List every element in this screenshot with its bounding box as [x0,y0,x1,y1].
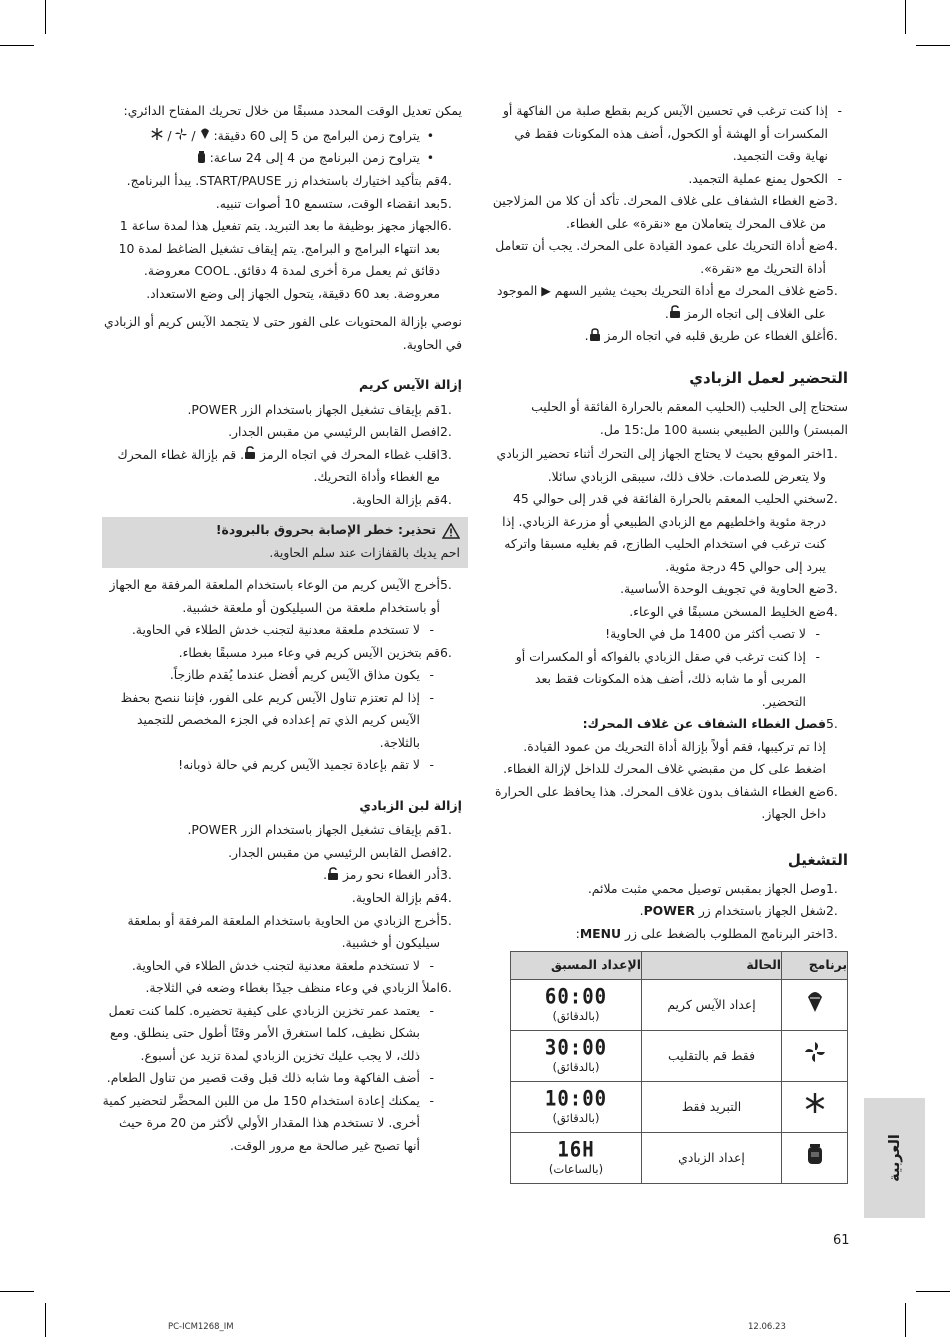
assembly-step-number: 6. [826,328,838,344]
assembly-step-item [492,235,848,280]
bullet-minutes-text: يتراوح زمن البرامج من 5 إلى 60 دقيقة: [213,127,420,143]
step6-text: ضع الغطاء الشفاف بدون غلاف المحرك. هذا يحافظ على الحرارة داخل الجهاز. [495,783,826,821]
assembly-step-text: ضع الغطاء الشفاف على غلاف المحرك. تأكد أن كلا من المزلاجين من غلاف المحرك يتعاملان مع «نقرة» على الغطاء. [492,193,826,231]
recommend-note: نوصي بإزالة المحتويات على الفور حتى لا يتجمد الآيس كريم أو الزبادي في الحاوية. [104,314,462,352]
ice-step-text: قم بتخزين الآيس كريم في وعاء مبرد مسبقًا بغطاء. [178,644,440,660]
operation-step-text: شغل الجهاز باستخدام زر POWER. [639,903,826,918]
ice-step-item [102,399,462,422]
ice-step-item [102,574,462,619]
yogurt-remove-step-item [102,887,462,910]
ice-remove-heading: إزالة الآيس كريم [358,377,462,392]
crop-mark [45,1303,46,1337]
yogurt-step-number: 4. [826,603,838,619]
yogurt-dash-item [492,646,848,714]
ice-step-number: 4. [440,491,452,507]
lock-open-icon [244,444,256,467]
language-tab [864,1098,925,1218]
operation-step-item [492,923,848,946]
yogurt-remove-step-item [102,864,462,887]
crop-mark [916,45,950,46]
yogurt-tip-text: يمكنك إعادة استخدام 150 مل من اللبن المحضَّر لتحضير كمية أخرى. لا تستخدم هذا المقدار الأولي لأكثر من 20 مرة حيث أنها تصبح غير صالحة مع مرور الوقت. [102,1092,420,1153]
program-step-text: قم بتأكيد اختيارك باستخدام زر START/PAUSE. يبدأ البرنامج. [126,173,440,188]
program-mode: التبريد فقط [642,1082,782,1133]
ice-step-item [102,489,462,512]
yogurt-remove-step-text: قم بإزالة الحاوية. [351,890,440,905]
yogurt-remove-heading: إزالة لبن الزبادي [359,797,462,813]
ice-dash-text: إذا لم تعتزم تناول الآيس كريم على الفور، فإننا ننصح بحفظ الآيس كريم الذي تم إعداده في الجزء المخصص للتجميد بالثلاجة. [120,689,420,750]
yogurt-jar-icon [807,1143,823,1173]
yog-dash-metal: - لا تستخدم ملعقة معدنية لتجنب خدش الطلاء في الحاوية. [102,955,462,978]
yogurt-heading: التحضير لعمل الزبادي [689,369,848,387]
yogurt-remove-step-text: أدر الغطاء نحو رمز . [102,864,440,887]
ice-step-number: 5. [440,577,452,593]
fan-icon [804,1041,826,1071]
ice-dash-item [102,754,462,777]
preset-unit: (بالدقائق) [552,1111,600,1125]
program-icon-cell [782,1031,848,1082]
warning-box [102,517,468,568]
assembly-step-item [492,280,848,325]
ice-dash-dash: - [429,667,434,683]
assembly-step-item [492,190,848,235]
assembly-step-text: ضع أداة التحريك على عمود القيادة على المحرك. يجب أن تتعامل أداة التحريك مع «نقرة». [495,238,826,276]
ice-dashes [102,664,462,777]
step-6-lid-only: 6. ضع الغطاء الشفاف بدون غلاف المحرك. هذا يحافظ على الحرارة داخل الجهاز. [492,781,848,826]
operation-heading: التشغيل [787,850,848,869]
yogurt-jar-icon [197,148,206,171]
step-5-separate-lid: 5. فصل الغطاء الشفاف عن غلاف المحرك: إذا تم تركيبها، فقم أولاً بإزالة أداة التحريك من عمود القيادة. اضغط على كل من مقبضي غلاف المحرك للداخل لإزالة الغطاء. [503,716,838,776]
ice-step-text: اقلب غطاء المحرك في اتجاه الرمز . قم بإزالة غطاء المحرك مع الغطاء وأداة التحريك. [102,444,440,489]
language-tab-label: العربية [886,1134,903,1182]
assembly-step-text: ضع غلاف المحرك مع أداة التحريك بحيث يشير السهم ▶ الموجود على الغلاف إلى اتجاه الرمز . [492,280,826,325]
ice-remove-steps-3 [102,642,462,665]
fan-icon [175,125,187,148]
ice-dash-metal-text: لا تستخدم ملعقة معدنية لتجنب خدش الطلاء في الحاوية. [131,622,420,638]
ice-remove-steps-2 [102,574,462,619]
yogurt-remove-step-number: 4. [440,890,452,905]
assembly-step-number: 3. [826,193,838,208]
intro-dash-text: الكحول يمنع عملية التجميد. [688,170,828,186]
ice-dash-metal: - لا تستخدم ملعقة معدنية لتجنب خدش الطلاء في الحاوية. [102,619,462,642]
yogurt-steps [492,443,848,623]
operation-step-text: وصل الجهاز بمقبس توصيل محمي مثبت ملائم. [587,880,826,896]
power-button-label: POWER [643,903,695,918]
bullet-hours: • يتراوح زمن البرنامج من 4 إلى 24 ساعة: [102,147,462,170]
lock-open-icon [669,303,681,326]
intro-dash-item [492,168,848,191]
yogurt-remove-step-number: 1. [440,822,452,838]
ice-remove-steps [102,399,462,512]
ice-dash-dash: - [429,757,434,773]
left-column [102,100,462,1157]
intro-dash-list [492,100,848,190]
yogurt-remove-step-number: 3. [440,867,452,883]
yogurt-tip-item [102,1090,462,1158]
program-row [511,1133,848,1184]
operation-step-item [492,900,848,923]
ice-step-text: قم بإيقاف تشغيل الجهاز باستخدام الزر POWER. [187,401,440,417]
yogurt-remove-step-text: املأ الزبادي في وعاء منظف جيدًا بغطاء وضعه في الثلاجة. [145,980,440,995]
program-table [510,951,848,1184]
ice-step-text: قم بإزالة الحاوية. [351,491,440,507]
snowflake-icon [151,125,163,148]
crop-mark [45,0,46,34]
yogurt-tip-dash: - [429,1002,434,1018]
col-header-program: برنامج [782,952,848,980]
warning-title: تحذير: خطر الإصابة بحروق بالبرودة! [215,522,436,538]
program-preset [511,1082,642,1133]
program-preset [511,1031,642,1082]
program-steps [102,170,462,305]
col-header-preset: الإعداد المسبق [511,952,642,980]
snowflake-icon [804,1092,826,1122]
yogurt-step-number: 1. [826,446,838,461]
assembly-step-number: 5. [826,283,838,298]
ice-step-number: 1. [440,401,452,417]
yogurt-step-item [492,601,848,624]
col-header-mode: الحالة [642,952,782,980]
bullet-hours-text: يتراوح زمن البرنامج من 4 إلى 24 ساعة: [209,150,420,166]
yogurt-step-text: ضع الحاوية في تجويف الوحدة الأساسية. [620,581,826,596]
yog-dash-metal-text: لا تستخدم ملعقة معدنية لتجنب خدش الطلاء في الحاوية. [131,957,420,973]
intro-dash-dash: - [837,170,842,186]
intro-dash-dash: - [837,103,842,118]
program-preset [511,980,642,1031]
program-row [511,980,848,1031]
ice-dash-text: لا تقم بإعادة تجميد الآيس كريم في حالة ذوبانه! [178,757,420,773]
yogurt-dash-dash: - [815,648,820,664]
yogurt-remove-step-item [102,977,462,1000]
program-step-text: الجهاز مجهز بوظيفة ما بعد التبريد. يتم تفعيل هذا لمدة ساعة 1 بعد انتهاء البرامج و البرامج. يتم إيقاف تشغيل الضاغط لمدة 10 دقائق ثم يعمل مرة أخرى لمدة 4 دقائق. COOL معروضة. معروضة. بعد 60 دقيقة، يتحول الجهاز إلى وضع الاستعداد. [118,218,440,301]
yogurt-remove-step-text: أخرج الزبادي من الحاوية باستخدام الملعقة المرفقة أو بملعقة سيليكون أو خشبية. [127,912,440,950]
warning-text: احم يديك بالقفازات عند سلم الحاوية. [269,544,460,560]
yogurt-tip-dash: - [429,1092,434,1108]
program-row [511,1082,848,1133]
lock-closed-icon [589,326,601,349]
lcd-display: 10:00 [544,1086,608,1112]
yogurt-step-text: سخني الحليب المعقم بالحرارة الفائقة في قدر إلى حوالي 45 درجة مئوية واخلطيهم مع الزبادي الطبيعي أو مزرعة الزبادي. إذا كنت ترغب في استخدام الحليب الطازج، قم بغليه مسبقا واتركه يبرد إلى حوالي 45 درجة مئوية. [502,491,826,574]
assembly-steps [492,190,848,348]
bullet-minutes: • يتراوح زمن البرامج من 5 إلى 60 دقيقة: / / [102,125,462,148]
crop-mark [916,1291,950,1292]
yogurt-dashes [492,623,848,713]
step5-text: إذا تم تركيبها، فقم أولاً بإزالة أداة التحريك من عمود القيادة. اضغط على كل من مقبضي غلاف المحرك للداخل لإزالة الغطاء. [503,738,826,776]
ice-step-text: أخرج الآيس كريم من الوعاء باستخدام الملعقة المرفقة مع الجهاز أو باستخدام ملعقة من السيليكون أو ملعقة خشبية. [109,577,440,615]
yogurt-dash-text: لا تصب أكثر من 1400 مل في الحاوية! [605,626,806,641]
program-mode: إعداد الآيس كريم [642,980,782,1031]
program-step-item [102,170,462,193]
lcd-display: 60:00 [544,984,608,1010]
ice-step-number: 6. [440,644,452,660]
yogurt-tip-text: أضف الفاكهة وما شابه ذلك قبل وقت قصير من تناول الطعام. [106,1070,420,1085]
ice-cream-icon [200,125,210,148]
program-icon-cell [782,1133,848,1184]
operation-step-number: 2. [826,903,838,918]
ice-step-number: 3. [440,446,452,462]
yogurt-remove-step-item [102,819,462,842]
yogurt-remove-step-text: افصل القابس الرئيسي من مقبس الجدار. [228,844,440,860]
adjust-intro: يمكن تعديل الوقت المحدد مسبقًا من خلال تحريك المفتاح الدائري: [123,103,462,118]
yogurt-step-text: ضع الخليط المسخن مسبقًا في الوعاء. [629,603,826,619]
footer-doc-id: PC-ICM1268_IM [168,1322,234,1332]
operation-steps [492,878,848,946]
footer-date: 12.06.23 [748,1322,786,1332]
program-preset [511,1133,642,1184]
ice-step-number: 2. [440,424,452,439]
assembly-step-number: 4. [826,238,838,253]
program-step-number: 6. [440,218,452,233]
crop-mark [0,1291,34,1292]
operation-step-number: 1. [826,880,838,896]
preset-unit: (بالدقائق) [552,1060,600,1074]
step5-title: فصل الغطاء الشفاف عن غلاف المحرك: [582,716,826,731]
program-row [511,1031,848,1082]
program-step-number: 5. [440,195,452,211]
yogurt-dash-dash: - [815,626,820,641]
program-step-item [102,193,462,216]
ice-step-item [102,642,462,665]
yogurt-step-number: 3. [826,581,838,596]
yogurt-intro: ستحتاج إلى الحليب (الحليب المعقم بالحرارة الفائقة أو الحليب المبستر) واللبن الطبيعي بنسبة 100 مل:15 مل. [531,399,848,437]
lock-open-icon [327,865,339,888]
lcd-display: 30:00 [544,1035,608,1061]
intro-dash-text: إذا كنت ترغب في تحسين الآيس كريم بقطع صلبة من الفاكهة أو المكسرات أو الهشة أو الكحول، أضف هذه المكونات فقط في نهاية وقت التجميد. [502,103,828,163]
yogurt-dashes-left [102,1000,462,1158]
assembly-step-text: أغلق الغطاء عن طريق قلبه في اتجاه الرمز . [492,325,826,348]
yogurt-tip-text: يعتمد عمر تخزين الزبادي على كيفية تحضيره. كلما كنت تعمل بشكل نظيف، كلما استغرق الأمر وقتًا أطول حتى ينطلق. ومع ذلك، لا يجب عليك تخزين الزبادي لمدة تزيد عن أسبوع. [108,1002,420,1063]
operation-step-item [492,878,848,901]
warning-triangle-icon [442,523,460,539]
yogurt-remove-step-item [102,910,462,955]
program-step-item [102,215,462,305]
page-number: 61 [833,1233,850,1248]
preset-unit: (بالدقائق) [552,1009,600,1023]
assembly-step-item [492,325,848,348]
yogurt-step-item [492,443,848,488]
ice-step-text: افصل القابس الرئيسي من مقبس الجدار. [228,424,440,439]
yogurt-remove-step-number: 5. [440,912,452,928]
yogurt-remove-step-text: قم بإيقاف تشغيل الجهاز باستخدام الزر POWER. [187,822,440,838]
preset-unit: (بالساعات) [548,1162,604,1176]
yogurt-remove-step-number: 6. [440,980,452,995]
ice-dash-dash: - [429,689,434,705]
intro-dash-item [492,100,848,168]
yogurt-tip-item [102,1067,462,1090]
ice-dash-item [102,664,462,687]
yogurt-tip-item [102,1000,462,1068]
yogurt-dash-text: إذا كنت ترغب في صقل الزبادي بالفواكه أو المكسرات أو المربى أو ما شابه ذلك، أضف هذه المكونات فقط بعد التحضير. [515,648,806,709]
operation-step-number: 3. [826,925,838,941]
crop-mark [905,0,906,34]
ice-dash-text: يكون مذاق الآيس كريم أفضل عندما يُقدم طازجاً. [169,667,420,683]
program-icon-cell [782,980,848,1031]
yogurt-remove-steps-2 [102,977,462,1000]
yogurt-step-number: 2. [826,491,838,506]
yogurt-remove-step-item [102,842,462,865]
yogurt-remove-steps [102,819,462,954]
operation-step-text: اختر البرنامج المطلوب بالضغط على زر MENU: [575,925,826,941]
ice-step-item [102,421,462,444]
yogurt-step-text: اختر الموقع بحيث لا يحتاج الجهاز إلى التحرك أثناء تحضير الزبادي ولا يتعرض للصدمات. خلاف ذلك، سيبقى الزبادي سائلا. [496,446,826,484]
ice-cream-icon [806,989,824,1021]
yogurt-remove-step-number: 2. [440,844,452,860]
lcd-display: 16H [557,1137,595,1163]
menu-button-label: MENU [579,925,622,941]
program-step-number: 4. [440,173,452,188]
yogurt-dash-item [492,623,848,646]
ice-step-item [102,444,462,489]
crop-mark [0,45,34,46]
yogurt-step-item [492,578,848,601]
ice-dash-item [102,687,462,755]
right-column [492,100,848,1184]
yogurt-step-item [492,488,848,578]
program-mode: فقط قم بالتقليب [642,1031,782,1082]
program-step-text: بعد انقضاء الوقت، ستسمع 10 أصوات تنبيه. [215,195,440,211]
yogurt-tip-dash: - [429,1070,434,1085]
program-mode: إعداد الزبادي [642,1133,782,1184]
program-icon-cell [782,1082,848,1133]
crop-mark [905,1303,906,1337]
